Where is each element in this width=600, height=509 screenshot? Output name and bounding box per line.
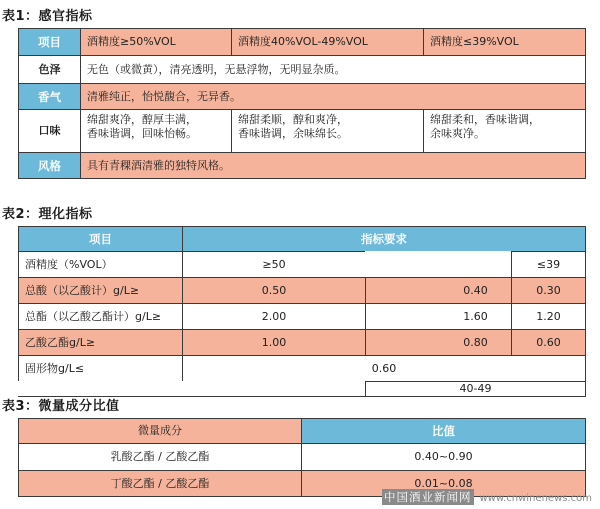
- table2-title: 表2：理化指标: [2, 207, 93, 222]
- t1-header-col3: 酒精度≤39%VOL: [423, 28, 585, 55]
- t1-header-col2: 酒精度40%VOL-49%VOL: [231, 28, 423, 55]
- t2-row-acid-v2: 0.40: [365, 277, 585, 303]
- t3-row1-ratio: 0.40~0.90: [301, 443, 585, 470]
- t3-row2-ratio: 0.01~0.08: [301, 470, 585, 496]
- t1-label-aroma: 香气: [18, 83, 80, 109]
- t1-value-aroma: 清雅纯正，怡悦馥合，无异香。: [80, 83, 585, 109]
- watermark-url: www.cnwinenews.com: [479, 493, 592, 504]
- t1-value-color: 无色（或微黄），清亮透明，无悬浮物，无明显杂质。: [80, 55, 585, 83]
- t3-header-component: 微量成分: [18, 418, 301, 443]
- t2-header-req: 指标要求: [182, 226, 585, 251]
- t1-label-color: 色泽: [18, 55, 80, 83]
- table1-title: 表1：感官指标: [2, 9, 93, 24]
- t2-row-ester-v1: 2.00: [182, 303, 365, 329]
- t1-value-style: 具有青稞酒清雅的独特风格。: [80, 152, 585, 178]
- t2-row-solids-label: 固形物g/L≤: [18, 355, 182, 381]
- t1-label-taste: 口味: [18, 109, 80, 152]
- t2-header-item: 项目: [18, 226, 182, 251]
- t2-row-ester-v2: 1.60: [365, 303, 585, 329]
- table3-title: 表3：微量成分比值: [2, 399, 120, 414]
- t1-label-style: 风格: [18, 152, 80, 178]
- physicochemical-table: [18, 226, 586, 397]
- t1-taste-col1: 绵甜爽净，醇厚丰满， 香味谐调，回味怡畅。: [80, 109, 231, 152]
- t2-row-alcohol-v1: ≥50: [182, 251, 365, 277]
- t2-row-ethylacetate-v1: 1.00: [182, 329, 365, 355]
- t1-taste-col2: 绵甜柔顺，醇和爽净， 香味谐调，余味绵长。: [231, 109, 423, 152]
- t1-header-col1: 酒精度≥50%VOL: [80, 28, 231, 55]
- trace-component-table: [18, 418, 586, 497]
- t2-row-acid-v3: 0.30: [511, 277, 585, 303]
- t2-row-solids-value: 0.60: [182, 355, 585, 381]
- t3-row1-name: 乳酸乙酯 / 乙酸乙酯: [18, 443, 301, 470]
- watermark-text: 中国酒业新闻网: [384, 490, 472, 504]
- t2-row-ester-v3: 1.20: [511, 303, 585, 329]
- t2-row-ethylacetate-v3: 0.60: [511, 329, 585, 355]
- t2-row-alcohol-v2: 40-49: [365, 381, 585, 396]
- t1-header-item: 项目: [18, 28, 80, 55]
- t1-taste-col3: 绵甜柔和，香味谐调， 余味爽净。: [423, 109, 585, 152]
- watermark: [382, 489, 592, 505]
- t2-row-alcohol-v3: ≤39: [511, 251, 585, 277]
- t2-row-ethylacetate-label: 乙酸乙酯g/L≥: [18, 329, 182, 355]
- t2-row-alcohol-label: 酒精度（%VOL）: [18, 251, 182, 277]
- t2-row-acid-v1: 0.50: [182, 277, 365, 303]
- sensory-table: [18, 28, 586, 179]
- t2-row-ester-label: 总酯（以乙酸乙酯计）g/L≥: [18, 303, 182, 329]
- t3-header-ratio: 比值: [301, 418, 585, 443]
- t3-row2-name: 丁酸乙酯 / 乙酸乙酯: [18, 470, 301, 496]
- t2-row-acid-label: 总酸（以乙酸计）g/L≥: [18, 277, 182, 303]
- t2-row-ethylacetate-v2: 0.80: [365, 329, 585, 355]
